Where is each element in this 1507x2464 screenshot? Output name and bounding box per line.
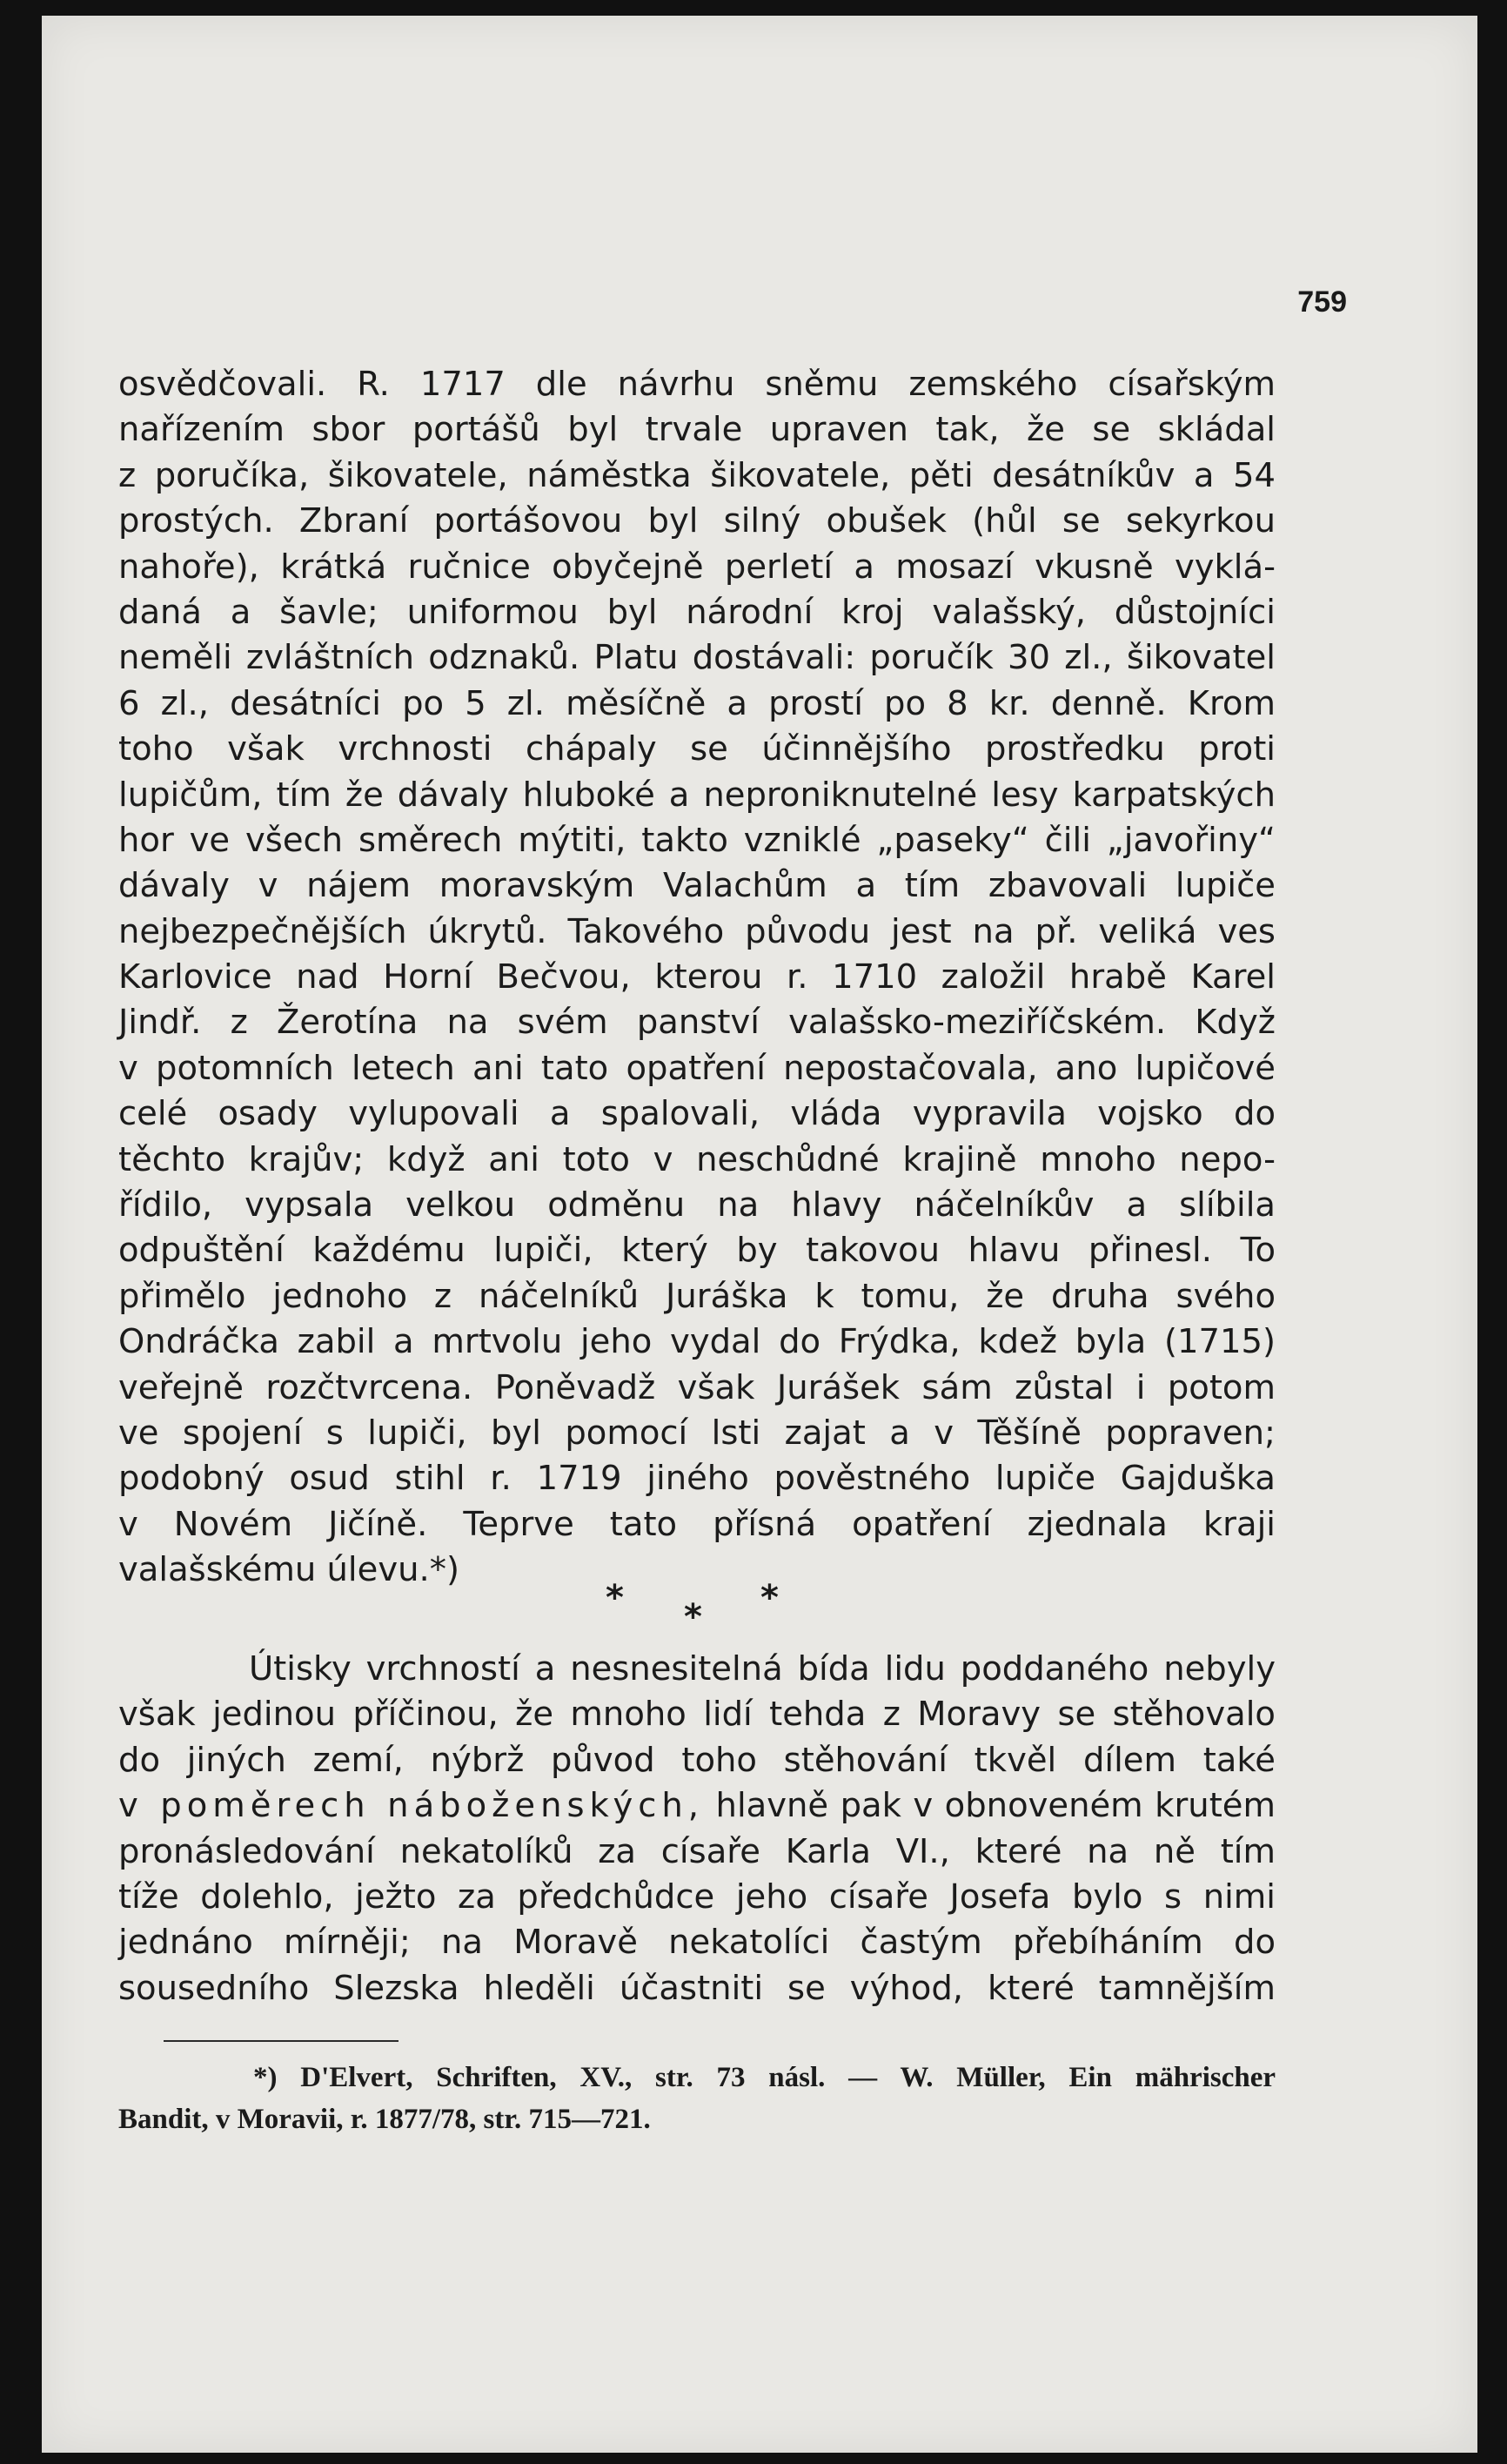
text-line: valašskému úlevu.*) (118, 1550, 460, 1590)
paragraph-portasi (118, 362, 1276, 1594)
text-line: podobný osud stihl r. 1719 jiného pověstného lupiče Gajduška (118, 1459, 1276, 1499)
text-line: nejbezpečnějších úkrytů. Takového původu jest na př. veliká ves (118, 911, 1276, 951)
text-line: v Novém Jičíně. Teprve tato přísná opatření zjednala kraji (118, 1504, 1276, 1544)
footnote-line: *) D'Elvert, Schriften, XV., str. 73 násl. — W. Müller, Ein mährischer (253, 2062, 1276, 2093)
text-line: prostých. Zbraní portášovou byl silný obušek (hůl se sekyrkou (118, 501, 1276, 541)
text-line: daná a šavle; uniformou byl národní kroj valašský, důstojníci (118, 592, 1276, 632)
book-page (42, 16, 1477, 2453)
line-remainder: hlavně pak v obnoveném krutém (704, 1786, 1276, 1826)
paragraph-emigration (118, 1647, 1276, 2011)
text-line: dávaly v nájem moravským Valachům a tím zbavovali lupiče (118, 866, 1276, 906)
text-line: z poručíka, šikovatele, náměstka šikovatele, pěti desátníkův a 54 (118, 455, 1276, 495)
text-line: toho však vrchnosti chápaly se účinnějšího prostředku proti (118, 729, 1276, 769)
text-line: přimělo jednoho z náčelníků Juráška k tomu, že druha svého (118, 1276, 1276, 1316)
text-line: ve spojení s lupiči, byl pomocí lsti zajat a v Těšíně popraven; (118, 1413, 1276, 1453)
separator-asterisk: * (684, 1597, 702, 1637)
text-line: sousedního Slezska hleděli účastniti se výhod, které tamnějším (118, 1968, 1276, 2008)
page-number: 759 (1297, 285, 1347, 319)
text-line: veřejně rozčtvrcena. Poněvadž však Jurášek sám zůstal i potom (118, 1367, 1276, 1407)
text-line: neměli zvláštních odznaků. Platu dostávali: poručík 30 zl., šikovatel (118, 638, 1276, 678)
text-line: tíže dolehlo, ježto za předchůdce jeho císaře Josefa bylo s nimi (118, 1877, 1276, 1917)
separator-asterisk: * (606, 1578, 624, 1618)
text-line: pronásledování nekatolíků za císaře Karla VI., které na ně tím (118, 1831, 1276, 1871)
text-line: Útisky vrchností a nesnesitelná bída lidu poddaného nebyly (249, 1649, 1276, 1689)
text-line: Karlovice nad Horní Bečvou, kterou r. 1710 založil hrabě Karel (118, 957, 1276, 997)
text-line: nařízením sbor portášů byl trvale upraven tak, že se skládal (118, 410, 1276, 450)
text-line: 6 zl., desátníci po 5 zl. měsíčně a prostí po 8 kr. denně. Krom (118, 683, 1276, 723)
text-line: nahoře), krátká ručnice obyčejně perletí a mosazí vkusně vyklá- (118, 547, 1276, 587)
text-line (118, 1783, 1276, 1829)
text-line: hor ve všech směrech mýtiti, takto vzniklé „paseky“ čili „javořiny“ (118, 820, 1276, 860)
text-line: jednáno mírněji; na Moravě nekatolíci častým přebíháním do (118, 1923, 1276, 1963)
separator-asterisk: * (760, 1578, 779, 1618)
footnote (118, 2057, 1276, 2140)
text-line: do jiných zemí, nýbrž původ toho stěhování tkvěl dílem také (118, 1740, 1276, 1780)
footnote-divider (164, 2040, 399, 2042)
text-line: osvědčovali. R. 1717 dle návrhu sněmu zemského císařským (118, 365, 1276, 404)
text-line: Jindř. z Žerotína na svém panství valašsko-meziříčském. Když (118, 1003, 1276, 1043)
text-line: Ondráčka zabil a mrtvolu jeho vydal do Frýdka, kdež byla (1715) (118, 1322, 1276, 1362)
emphasized-phrase: v poměrech náboženských, (118, 1786, 705, 1826)
footnote-line: Bandit, v Moravii, r. 1877/78, str. 715—721. (118, 2104, 651, 2135)
text-line: však jedinou příčinou, že mnoho lidí tehda z Moravy se stěhovalo (118, 1695, 1276, 1735)
text-line: odpuštění každému lupiči, který by takovou hlavu přinesl. To (118, 1231, 1276, 1271)
text-line: v potomních letech ani tato opatření nepostačovala, ano lupičové (118, 1048, 1276, 1088)
section-separator (118, 1578, 1276, 1639)
text-line: řídilo, vypsala velkou odměnu na hlavy náčelníkův a slíbila (118, 1185, 1276, 1225)
text-line: celé osady vylupovali a spalovali, vláda vypravila vojsko do (118, 1094, 1276, 1134)
text-line: těchto krajův; když ani toto v neschůdné krajině mnoho nepo- (118, 1139, 1276, 1179)
text-line: lupičům, tím že dávaly hluboké a neproniknutelné lesy karpatských (118, 775, 1276, 815)
